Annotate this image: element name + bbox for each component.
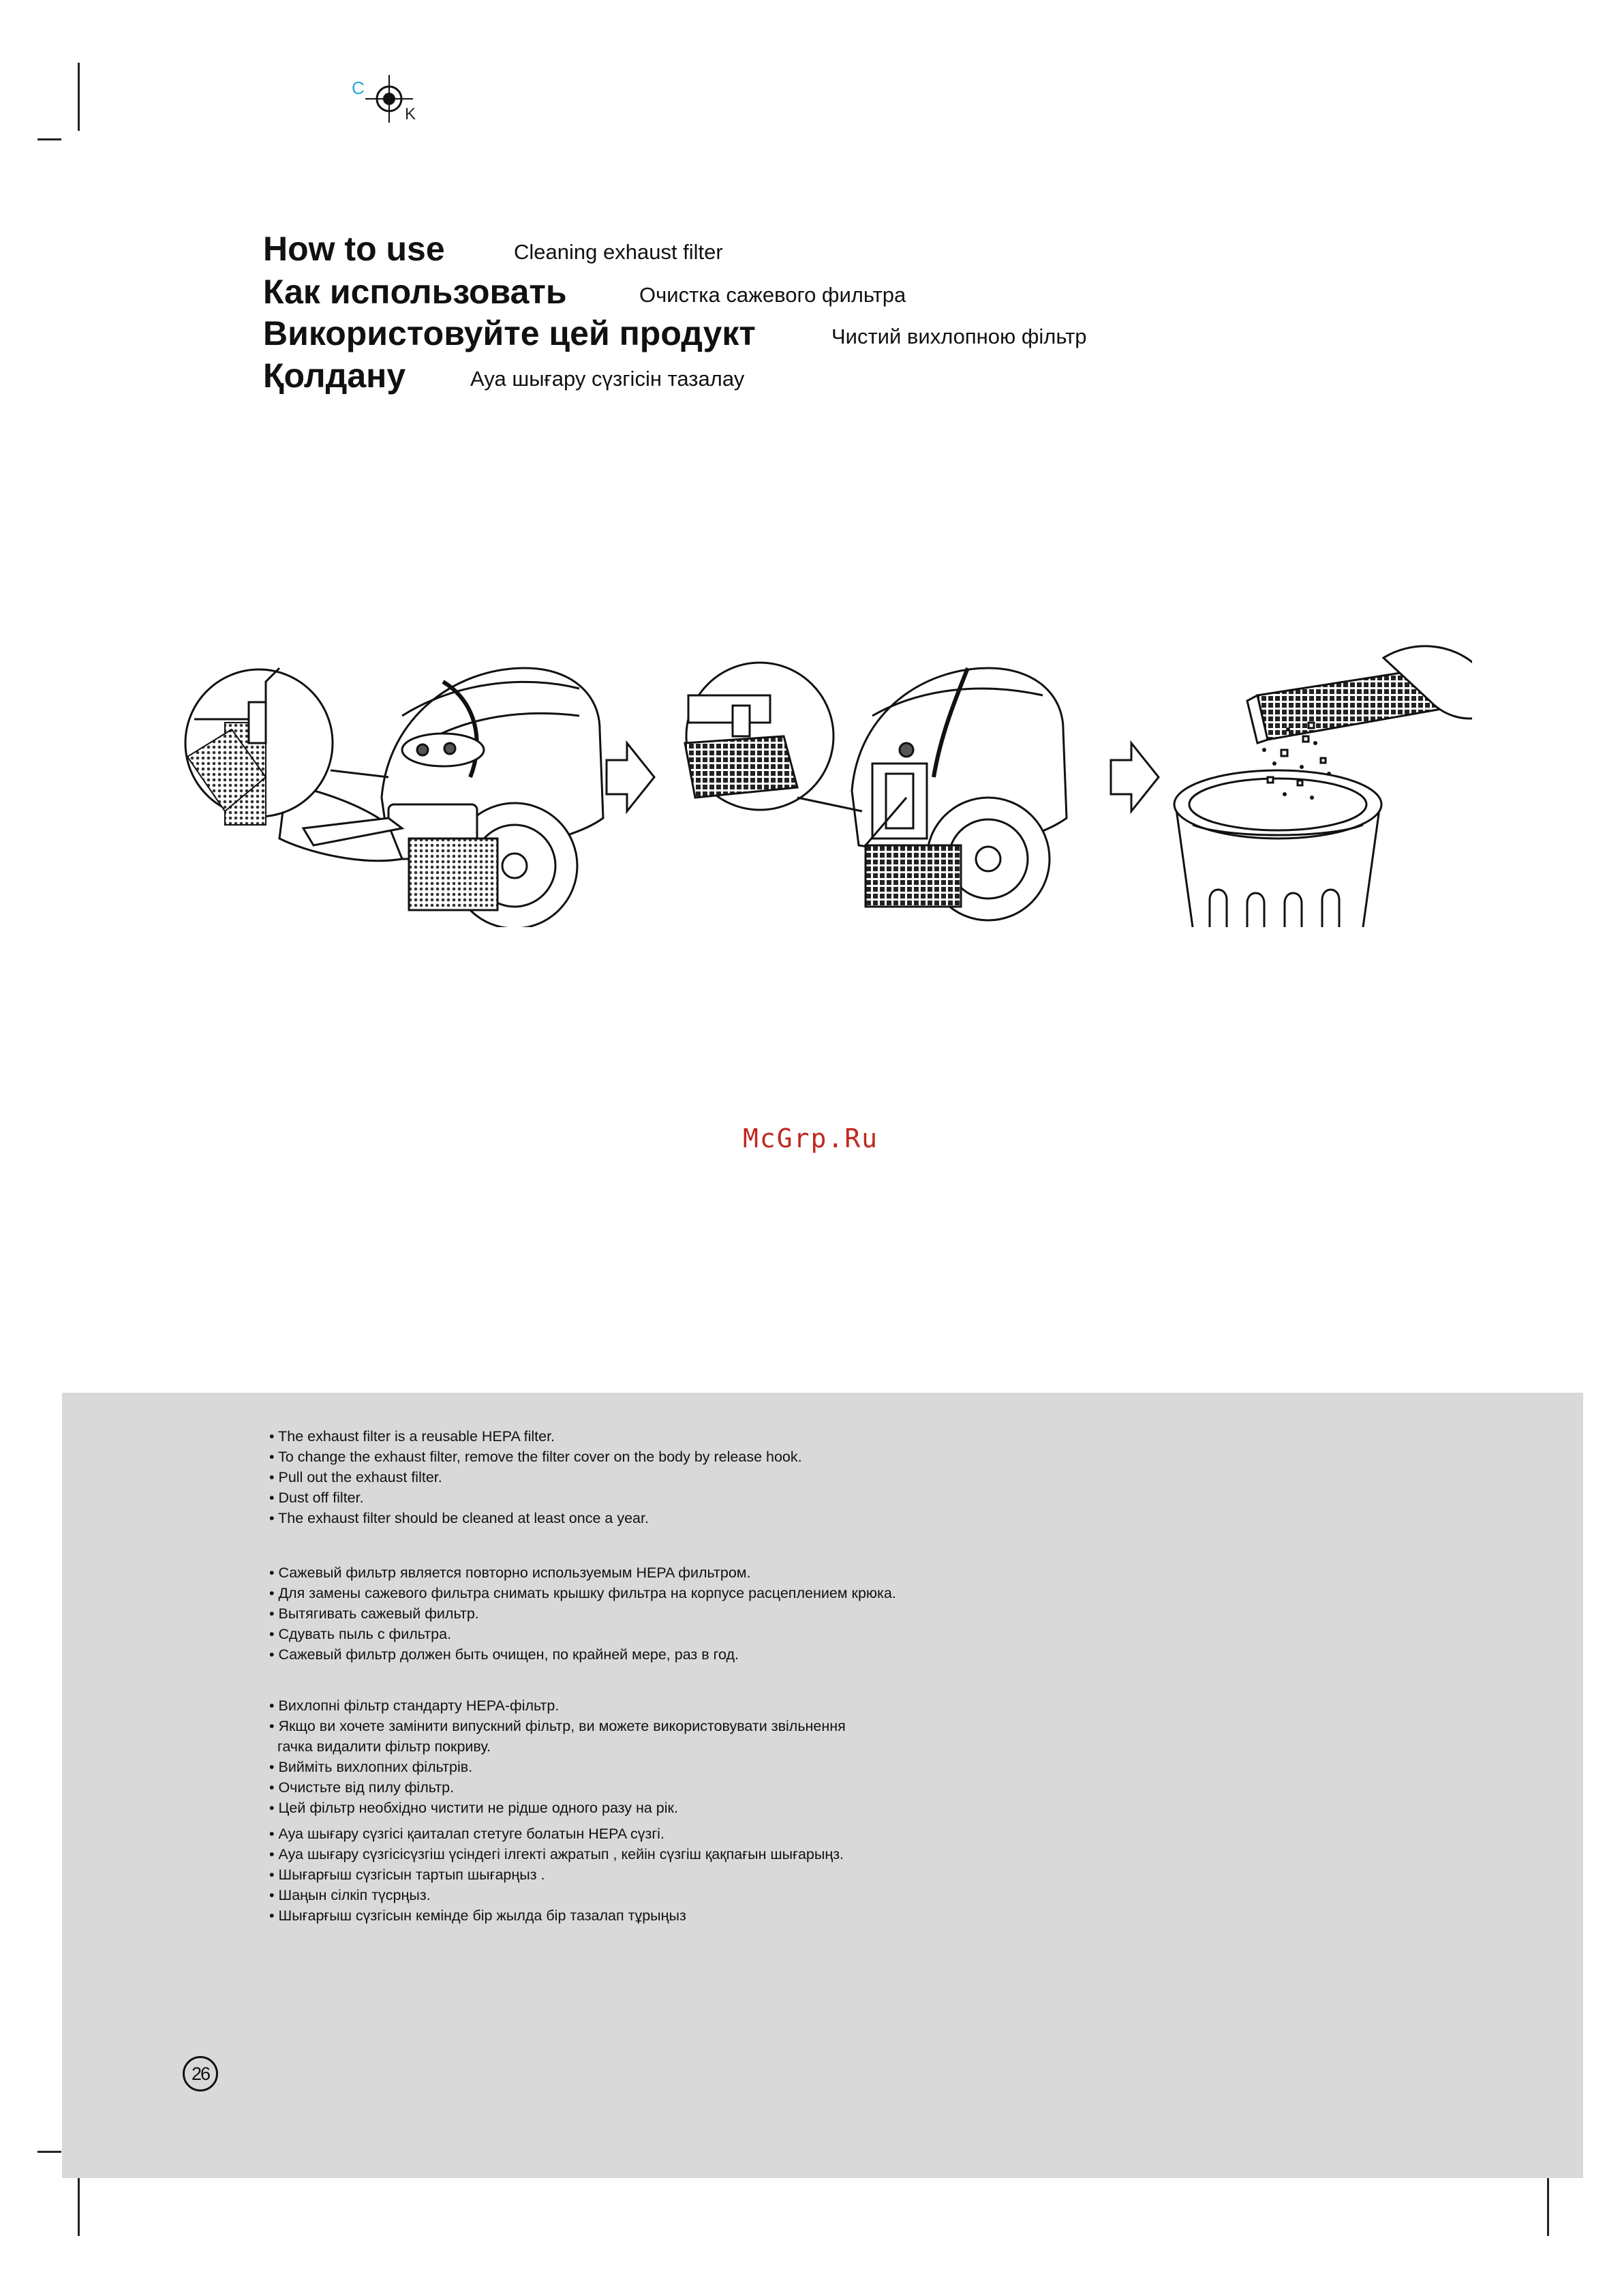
list-item: • Ауа шығару сүзгісі қаиталап стетуге болатын HEPA сүзгі.: [269, 1826, 664, 1842]
heading-english: How to use: [263, 230, 445, 268]
list-item: • Очистьте від пилу фільтр.: [269, 1779, 455, 1796]
list-item: • Якщо ви хочете замінити випускний фільтр, ви можете використовувати звільнення: [269, 1718, 846, 1734]
step-1-remove-cover-image: [185, 668, 603, 927]
instructions-english: [269, 1426, 802, 1528]
title-row-russian: [263, 272, 906, 312]
instructions-ukrainian: [269, 1695, 846, 1818]
list-item: • Сдувать пыль с фильтра.: [269, 1626, 452, 1642]
registration-letter-k: K: [405, 105, 416, 123]
instructions-russian: [269, 1562, 896, 1665]
list-item: • Ауа шығару сүзгісісүзгіш үсіндегі ілгекті ажратып , кейін сүзгіш қақпағын шығарыңз.: [269, 1846, 844, 1862]
list-item: • Вийміть вихлопних фільтрів.: [269, 1759, 473, 1775]
list-item: • The exhaust filter is a reusable HEPA filter.: [269, 1428, 555, 1445]
registration-letter-c: C: [352, 78, 365, 98]
list-item: гачка видалити фільтр покриву.: [269, 1738, 491, 1755]
title-row-english: [263, 229, 723, 269]
list-item: • Сажевый фильтр должен быть очищен, по крайней мере, раз в год.: [269, 1646, 739, 1663]
filter-cleaning-illustration: [184, 641, 1472, 927]
heading-ukrainian: Використовуйте цей продукт: [263, 314, 756, 352]
crop-mark: [1547, 2173, 1549, 2236]
crop-mark: [78, 63, 80, 131]
title-row-ukrainian: [263, 314, 1087, 353]
page-number: 26: [183, 2056, 218, 2091]
list-item: • The exhaust filter should be cleaned at least once a year.: [269, 1510, 649, 1526]
instructions-kazakh: [269, 1824, 844, 1926]
list-item: • Вихлопні фільтр стандарту HEPA-фільтр.: [269, 1697, 560, 1714]
subtitle-ukrainian: Чистий вихлопною фільтр: [831, 324, 1087, 348]
subtitle-russian: Очистка сажевого фильтра: [639, 283, 906, 307]
list-item: • Шығарғыш сүзгісын тартып шығарңыз .: [269, 1867, 545, 1883]
crop-mark: [37, 2151, 61, 2153]
step-2-pull-out-filter-image: [685, 663, 1067, 920]
list-item: • Сажевый фильтр является повторно используемым HEPA фильтром.: [269, 1565, 751, 1581]
crop-mark: [78, 2173, 80, 2236]
next-step-arrow-icon: [1111, 743, 1159, 811]
next-step-arrow-icon: [607, 743, 654, 811]
list-item: • Цей фільтр необхідно чистити не рідше одного разу на рік.: [269, 1800, 678, 1816]
title-row-kazakh: [263, 356, 745, 395]
subtitle-english: Cleaning exhaust filter: [514, 240, 723, 264]
list-item: • Вытягивать сажевый фильтр.: [269, 1605, 479, 1622]
subtitle-kazakh: Ауа шығару сүзгісін тазалау: [470, 367, 745, 391]
heading-kazakh: Қолдану: [263, 357, 406, 395]
list-item: • Для замены сажевого фильтра снимать крышку фильтра на корпусе расцеплением крюка.: [269, 1585, 896, 1601]
heading-russian: Как использовать: [263, 273, 567, 311]
list-item: • Шығарғыш сүзгісын кемінде бір жылда бір тазалап тұрыңыз: [269, 1907, 686, 1924]
list-item: • Шаңын сілкіп түсрңыз.: [269, 1887, 431, 1903]
registration-mark: [341, 74, 429, 128]
list-item: • Pull out the exhaust filter.: [269, 1469, 442, 1485]
watermark: McGrp.Ru: [743, 1123, 879, 1153]
crop-mark: [37, 138, 61, 140]
step-3-dust-off-filter-image: [1174, 646, 1472, 927]
list-item: • Dust off filter.: [269, 1490, 364, 1506]
list-item: • To change the exhaust filter, remove the filter cover on the body by release hook.: [269, 1449, 802, 1465]
